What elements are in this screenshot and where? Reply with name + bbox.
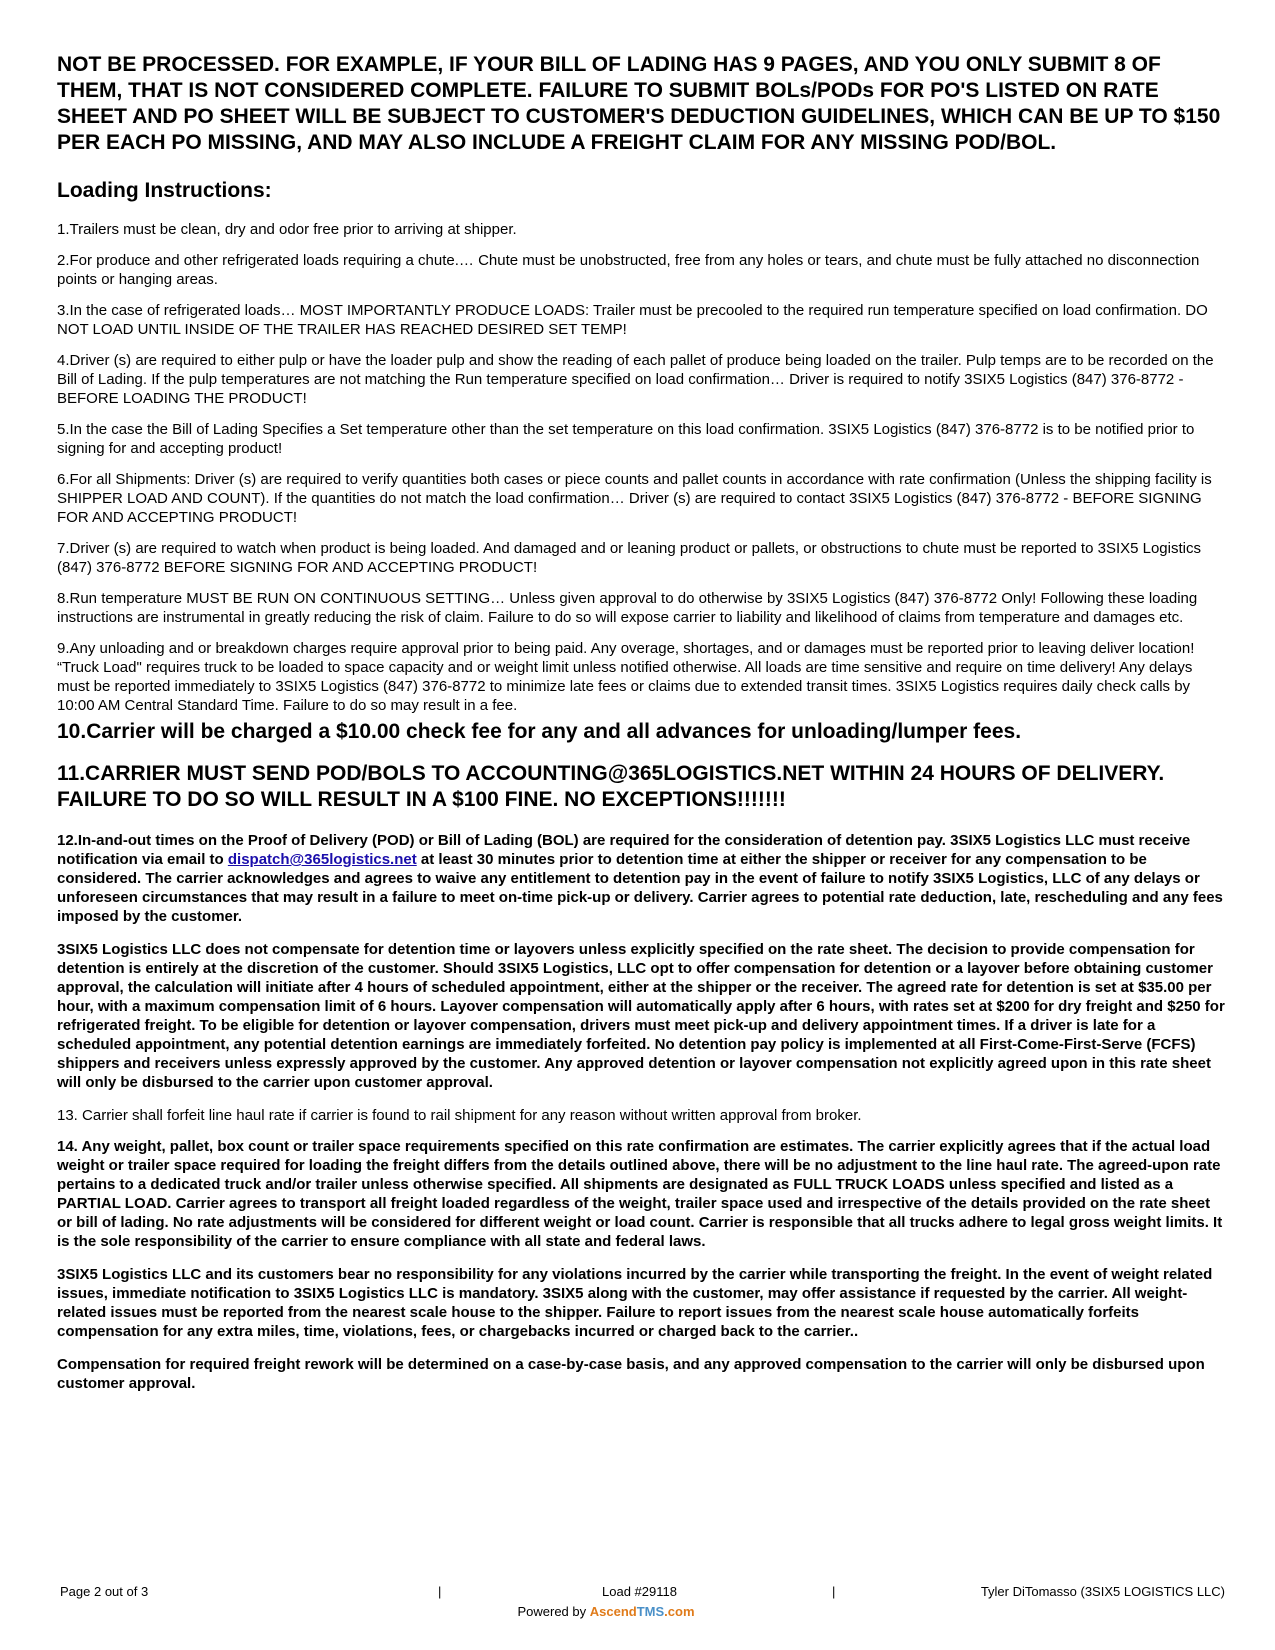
page-footer — [57, 1583, 1225, 1620]
loading-instructions-heading: Loading Instructions: — [57, 179, 272, 202]
intro-warning: NOT BE PROCESSED. FOR EXAMPLE, IF YOUR BILL OF LADING HAS 9 PAGES, AND YOU ONLY SUBMIT 8 OF THEM, THAT IS NOT CONSIDERED COMPLETE. FAILURE TO SUBMIT BOLs/PODs FOR PO'S LISTED ON RATE SHEET AND PO SHEET WILL BE SUBJECT TO CUSTOMER'S DEDUCTION GUIDELINES, WHICH CAN BE UP TO $150 PER EACH PO MISSING, AND MAY ALSO INCLUDE A FREIGHT CLAIM FOR ANY MISSING POD/BOL. — [57, 53, 1221, 154]
instruction-13: 13. Carrier shall forfeit line haul rate if carrier is found to rail shipment for any reason without written approval from broker. — [57, 1107, 862, 1124]
instruction-7: 7.Driver (s) are required to watch when product is being loaded. And damaged and or leaning product or pallets, or obstructions to chute must be reported to 3SIX5 Logistics (847) 376-8772 BEFORE SIGNING FOR AND ACCEPTING PRODUCT! — [57, 540, 1201, 576]
instruction-9: 9.Any unloading and or breakdown charges require approval prior to being paid. Any overage, shortages, and or damages must be reported prior to leaving deliver location! “Truck Load" requires truck to be loaded to space capacity and or weight limit unless notified otherwise. All loads are time sensitive and require on time delivery! Any delays must be reported immediately to 3SIX5 Logistics (847) 376-8772 to minimize late fees or claims due to extended transit times. 3SIX5 Logistics requires daily check calls by 10:00 AM Central Standard Time. Failure to do so may result in a fee. — [57, 640, 1195, 714]
instruction-4: 4.Driver (s) are required to either pulp or have the loader pulp and show the reading of each pallet of produce being loaded on the trailer. Pulp temps are to be recorded on the Bill of Lading. If the pulp temperatures are not matching the Run temperature specified on load confirmation… Driver is required to notify 3SIX5 Logistics (847) 376-8772 - BEFORE LOADING THE PRODUCT! — [57, 352, 1214, 407]
instruction-12-text-b: at least 30 minutes prior to detention time at either the shipper or receiver for any compensation to be considered. The carrier acknowledges and agrees to waive any entitlement to detention pay in the event of failure to notify 3SIX5 Logistics, LLC of any delays or unforeseen circumstances that may result in a failure to meet on-time pick-up or delivery. Carrier agrees to potential rate deduction, late, rescheduling and any fees imposed by the customer. — [57, 851, 1223, 925]
page-number: Page 2 out of 3 — [60, 1584, 149, 1599]
footer-separator: | — [438, 1584, 442, 1599]
instruction-2: 2.For produce and other refrigerated loads requiring a chute.… Chute must be unobstructed, free from any holes or tears, and chute must be fully attached no disconnection points or hanging areas. — [57, 252, 1200, 288]
dispatch-email-link[interactable]: dispatch@365logistics.net — [227, 851, 417, 868]
instruction-12-text-a: 12.In-and-out times on the Proof of Delivery (POD) or Bill of Lading (BOL) are required for the consideration of detention pay. 3SIX5 Logistics LLC must receive notification via email to — [57, 832, 1191, 868]
document-body — [57, 52, 1225, 1407]
footer-separator: | — [832, 1584, 836, 1599]
instruction-14: 14. Any weight, pallet, box count or trailer space requirements specified on this rate confirmation are estimates. The carrier explicitly agrees that if the actual load weight or trailer space required for loading the freight differs from the details outlined above, there will be no adjustment to the line haul rate. The agreed-upon rate pertains to a dedicated truck and/or trailer unless otherwise specified. All shipments are designated as FULL TRUCK LOADS unless specified and listed as a PARTIAL LOAD. Carrier agrees to transport all freight loaded regardless of the weight, trailer space used and irrespective of the details provided on the rate sheet or bill of lading. No rate adjustments will be considered for different weight or load count. Carrier is responsible that all trucks adhere to legal gross weight limits. It is the sole responsibility of the carrier to ensure compliance with all state and federal laws. — [57, 1138, 1223, 1250]
user-company: Tyler DiTomasso (3SIX5 LOGISTICS LLC) — [980, 1584, 1225, 1599]
instruction-8: 8.Run temperature MUST BE RUN ON CONTINUOUS SETTING… Unless given approval to do otherwise by 3SIX5 Logistics (847) 376-8772 Only! Following these loading instructions are instrumental in greatly reducing the risk of claim. Failure to do so will expose carrier to liability and likelihood of claims from temperature and damages etc. — [57, 590, 1198, 626]
weight-violations-policy: 3SIX5 Logistics LLC and its customers bear no responsibility for any violations incurred by the carrier while transporting the freight. In the event of weight related issues, immediate notification to 3SIX5 Logistics LLC is mandatory. 3SIX5 along with the customer, may offer assistance if requested by the carrier. All weight-related issues must be reported from the nearest scale house to the shipper. Failure to report issues from the nearest scale house automatically forfeits compensation for any extra miles, time, violations, fees, or chargebacks incurred or charged back to the carrier.. — [57, 1266, 1213, 1340]
instruction-6: 6.For all Shipments: Driver (s) are required to verify quantities both cases or piece counts and pallet counts in accordance with rate confirmation (Unless the shipping facility is SHIPPER LOAD AND COUNT). If the quantities do not match the load confirmation… Driver (s) are required to contact 3SIX5 Logistics (847) 376-8772 - BEFORE SIGNING FOR AND ACCEPTING PRODUCT! — [57, 471, 1212, 526]
instruction-1: 1.Trailers must be clean, dry and odor free prior to arriving at shipper. — [57, 221, 517, 238]
ascendtms-logo: AscendTMS.com — [589, 1604, 695, 1619]
detention-policy: 3SIX5 Logistics LLC does not compensate for detention time or layovers unless explicitly specified on the rate sheet. The decision to provide compensation for detention is entirely at the discretion of the customer. Should 3SIX5 Logistics, LLC opt to offer compensation for detention or a layover before obtaining customer approval, the calculation will initiate after 4 hours of scheduled appointment, either at the shipper or the receiver. The agreed rate for detention is set at $35.00 per hour, with a maximum compensation limit of 6 hours. Layover compensation will automatically apply after 6 hours, with rates set at $200 for dry freight and $250 for refrigerated freight. To be eligible for detention or layover compensation, drivers must meet pick-up and delivery appointment times. If a driver is late for a scheduled appointment, any potential detention earnings are immediately forfeited. No detention pay policy is implemented at all First-Come-First-Serve (FCFS) shippers and receivers unless expressly approved by the customer. Any approved detention or layover compensation not explicitly agreed upon in this rate sheet will only be disbursed to the carrier upon customer approval. — [57, 941, 1225, 1091]
instruction-5: 5.In the case the Bill of Lading Specifies a Set temperature other than the set temperature on this load confirmation. 3SIX5 Logistics (847) 376-8772 is to be notified prior to signing for and accepting product! — [57, 421, 1195, 457]
load-number: Load #29118 — [602, 1584, 677, 1599]
freight-rework-policy: Compensation for required freight rework will be determined on a case-by-case basis, and any approved compensation to the carrier will only be disbursed upon customer approval. — [57, 1356, 1205, 1392]
instruction-10: 10.Carrier will be charged a $10.00 check fee for any and all advances for unloading/lumper fees. — [57, 720, 1022, 743]
powered-by — [0, 1603, 1225, 1620]
instruction-11: 11.CARRIER MUST SEND POD/BOLS TO ACCOUNTING@365LOGISTICS.NET WITHIN 24 HOURS OF DELIVERY. FAILURE TO DO SO WILL RESULT IN A $100 FINE. NO EXCEPTIONS!!!!!!! — [57, 762, 1165, 811]
powered-by-label: Powered by — [517, 1604, 587, 1619]
instruction-3: 3.In the case of refrigerated loads… MOST IMPORTANTLY PRODUCE LOADS: Trailer must be precooled to the required run temperature specified on load confirmation. DO NOT LOAD UNTIL INSIDE OF THE TRAILER HAS REACHED DESIRED SET TEMP! — [57, 302, 1208, 338]
instruction-12 — [57, 831, 1225, 926]
